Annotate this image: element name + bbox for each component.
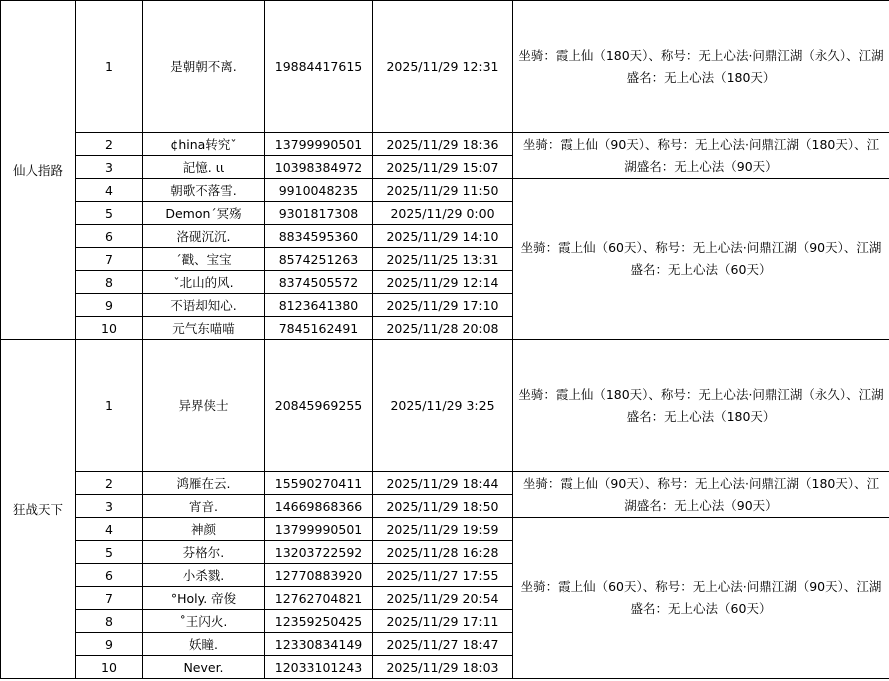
rank-cell: 4 — [76, 179, 143, 202]
player-name-cell: ¢hina转究ˇ — [143, 133, 265, 156]
table-row — [1, 179, 889, 202]
timestamp-cell: 2025/11/29 14:10 — [373, 225, 513, 248]
timestamp-cell: 2025/11/29 15:07 — [373, 156, 513, 179]
player-name-cell: ˇ北山的风. — [143, 271, 265, 294]
player-name-cell: 朝歌不落雪. — [143, 179, 265, 202]
player-id-cell: 8834595360 — [265, 225, 373, 248]
rank-cell: 3 — [76, 495, 143, 518]
player-id-cell: 15590270411 — [265, 472, 373, 495]
rank-cell: 6 — [76, 225, 143, 248]
player-id-cell: 9910048235 — [265, 179, 373, 202]
timestamp-cell: 2025/11/29 12:14 — [373, 271, 513, 294]
table-row — [1, 472, 889, 495]
category-cell: 狂战天下 — [1, 340, 76, 679]
player-id-cell: 10398384972 — [265, 156, 373, 179]
timestamp-cell: 2025/11/29 20:54 — [373, 587, 513, 610]
player-name-cell: 芬格尔. — [143, 541, 265, 564]
player-name-cell: 妖瞳. — [143, 633, 265, 656]
player-name-cell: 异界侠士 — [143, 340, 265, 472]
timestamp-cell: 2025/11/27 18:47 — [373, 633, 513, 656]
player-id-cell: 7845162491 — [265, 317, 373, 340]
rank-cell: 7 — [76, 587, 143, 610]
table-row — [1, 133, 889, 156]
player-id-cell: 19884417615 — [265, 1, 373, 133]
reward-cell: 坐骑：霞上仙（180天）、称号：无上心法·问鼎江湖（永久）、江湖盛名：无上心法（180天） — [513, 340, 889, 472]
timestamp-cell: 2025/11/28 20:08 — [373, 317, 513, 340]
rank-cell: 4 — [76, 518, 143, 541]
rank-cell: 6 — [76, 564, 143, 587]
timestamp-cell: 2025/11/29 18:03 — [373, 656, 513, 679]
player-id-cell: 8574251263 — [265, 248, 373, 271]
timestamp-cell: 2025/11/29 18:36 — [373, 133, 513, 156]
player-name-cell: 洛砚沉沉. — [143, 225, 265, 248]
player-id-cell: 9301817308 — [265, 202, 373, 225]
table-row — [1, 340, 889, 472]
player-id-cell: 12330834149 — [265, 633, 373, 656]
player-name-cell: 神颜 — [143, 518, 265, 541]
rank-cell: 9 — [76, 294, 143, 317]
player-id-cell: 8374505572 — [265, 271, 373, 294]
player-id-cell: 14669868366 — [265, 495, 373, 518]
reward-cell: 坐骑：霞上仙（90天）、称号：无上心法·问鼎江湖（180天）、江湖盛名：无上心法（90天） — [513, 472, 889, 518]
timestamp-cell: 2025/11/29 18:50 — [373, 495, 513, 518]
rank-cell: 3 — [76, 156, 143, 179]
player-name-cell: 記憶. ιι — [143, 156, 265, 179]
reward-cell: 坐骑：霞上仙（60天）、称号：无上心法·问鼎江湖（90天）、江湖盛名：无上心法（60天） — [513, 179, 889, 340]
player-id-cell: 13203722592 — [265, 541, 373, 564]
timestamp-cell: 2025/11/29 11:50 — [373, 179, 513, 202]
rank-cell: 5 — [76, 202, 143, 225]
player-name-cell: 小杀戮. — [143, 564, 265, 587]
player-name-cell: 是朝朝不离. — [143, 1, 265, 133]
timestamp-cell: 2025/11/29 0:00 — [373, 202, 513, 225]
ranking-table-body — [1, 1, 889, 679]
player-name-cell: Demonˊ冥殇 — [143, 202, 265, 225]
player-id-cell: 12033101243 — [265, 656, 373, 679]
rank-cell: 10 — [76, 656, 143, 679]
rank-cell: 1 — [76, 340, 143, 472]
player-id-cell: 12359250425 — [265, 610, 373, 633]
player-name-cell: 不语却知心. — [143, 294, 265, 317]
rank-cell: 5 — [76, 541, 143, 564]
player-id-cell: 13799990501 — [265, 133, 373, 156]
rank-cell: 2 — [76, 472, 143, 495]
rank-cell: 8 — [76, 610, 143, 633]
timestamp-cell: 2025/11/27 17:55 — [373, 564, 513, 587]
player-name-cell: 元气东喵喵 — [143, 317, 265, 340]
player-id-cell: 13799990501 — [265, 518, 373, 541]
reward-cell: 坐骑：霞上仙（180天）、称号：无上心法·问鼎江湖（永久）、江湖盛名：无上心法（180天） — [513, 1, 889, 133]
timestamp-cell: 2025/11/25 13:31 — [373, 248, 513, 271]
category-cell: 仙人指路 — [1, 1, 76, 340]
rank-cell: 2 — [76, 133, 143, 156]
reward-cell: 坐骑：霞上仙（90天）、称号：无上心法·问鼎江湖（180天）、江湖盛名：无上心法（90天） — [513, 133, 889, 179]
table-row — [1, 518, 889, 541]
player-id-cell: 8123641380 — [265, 294, 373, 317]
player-name-cell: ˊ戳、宝宝 — [143, 248, 265, 271]
player-name-cell: 宵音. — [143, 495, 265, 518]
table-row — [1, 1, 889, 133]
timestamp-cell: 2025/11/28 16:28 — [373, 541, 513, 564]
timestamp-cell: 2025/11/29 12:31 — [373, 1, 513, 133]
player-name-cell: 鸿雁在云. — [143, 472, 265, 495]
player-id-cell: 12762704821 — [265, 587, 373, 610]
player-id-cell: 20845969255 — [265, 340, 373, 472]
rank-cell: 10 — [76, 317, 143, 340]
player-name-cell: °Holy. 帝俊 — [143, 587, 265, 610]
player-name-cell: Never. — [143, 656, 265, 679]
timestamp-cell: 2025/11/29 17:11 — [373, 610, 513, 633]
rank-cell: 1 — [76, 1, 143, 133]
rank-cell: 9 — [76, 633, 143, 656]
reward-cell: 坐骑：霞上仙（60天）、称号：无上心法·问鼎江湖（90天）、江湖盛名：无上心法（60天） — [513, 518, 889, 679]
timestamp-cell: 2025/11/29 3:25 — [373, 340, 513, 472]
player-id-cell: 12770883920 — [265, 564, 373, 587]
rank-cell: 8 — [76, 271, 143, 294]
timestamp-cell: 2025/11/29 19:59 — [373, 518, 513, 541]
player-name-cell: ˚王闪火. — [143, 610, 265, 633]
timestamp-cell: 2025/11/29 17:10 — [373, 294, 513, 317]
timestamp-cell: 2025/11/29 18:44 — [373, 472, 513, 495]
rank-cell: 7 — [76, 248, 143, 271]
